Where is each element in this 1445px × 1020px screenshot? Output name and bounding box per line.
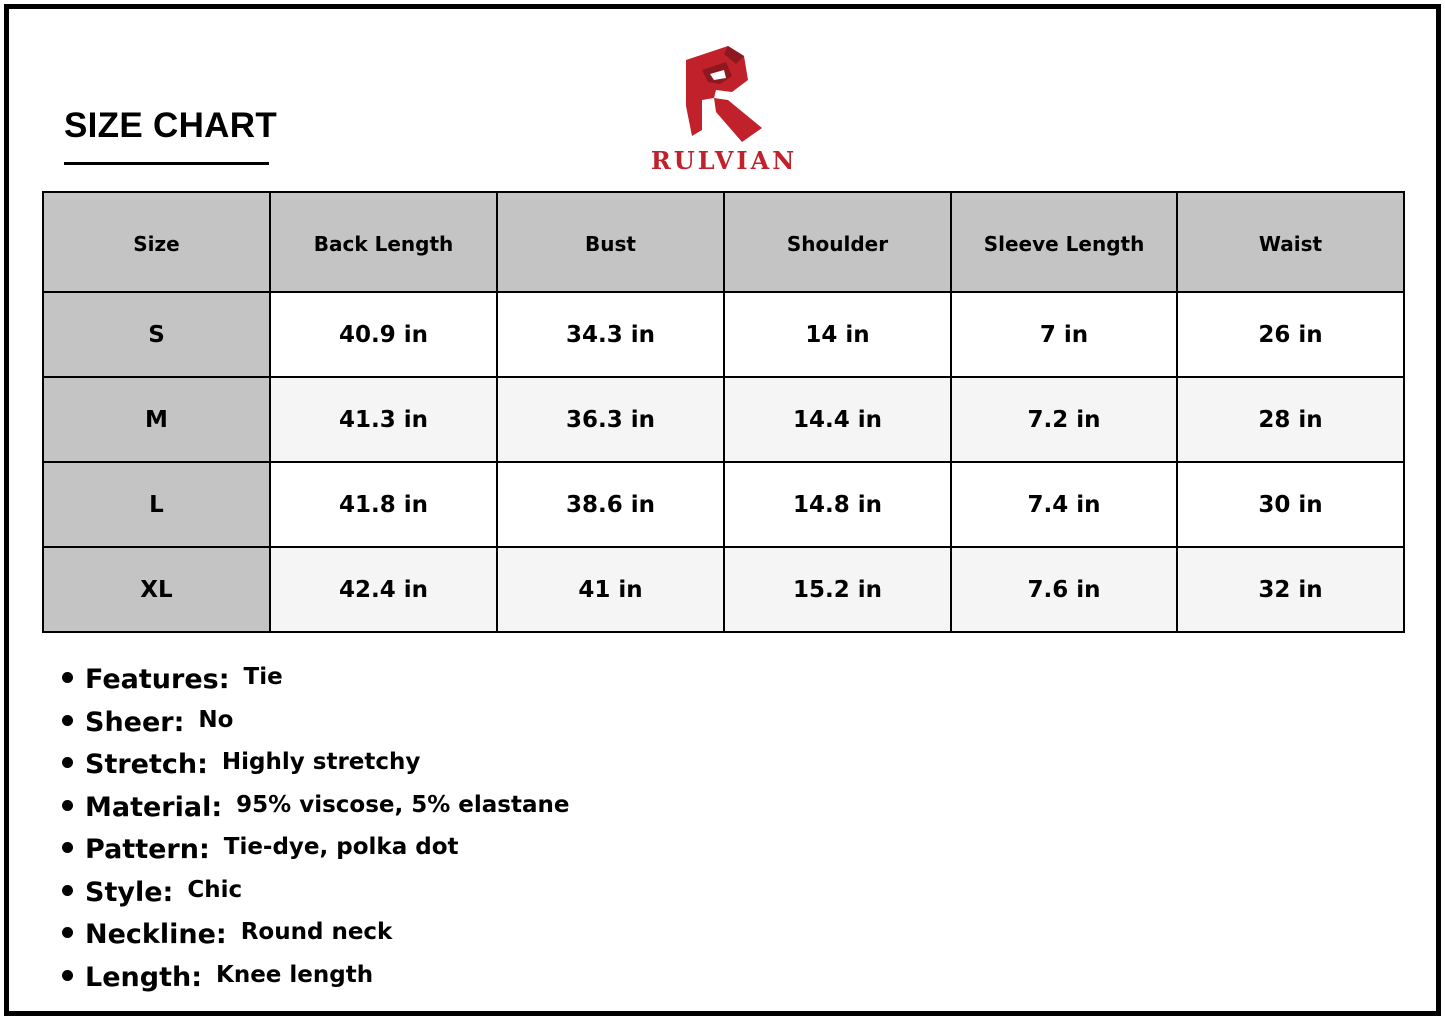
list-item (62, 962, 570, 1005)
feature-value: Knee length (216, 961, 374, 988)
table-cell: 30 in (1177, 462, 1404, 547)
feature-label: Length: (85, 961, 202, 993)
bullet-icon (62, 970, 73, 981)
table-cell: 28 in (1177, 377, 1404, 462)
list-item (62, 834, 570, 877)
table-header-row (43, 192, 1404, 292)
bullet-icon (62, 715, 73, 726)
table-cell: 14 in (724, 292, 951, 377)
feature-label: Material: (85, 791, 223, 823)
list-item (62, 792, 570, 835)
feature-label: Stretch: (85, 749, 208, 780)
column-header: Sleeve Length (951, 192, 1177, 292)
column-header: Waist (1177, 192, 1404, 292)
table-cell: 34.3 in (497, 292, 724, 377)
table-cell: 41.3 in (270, 377, 497, 462)
table-cell: 15.2 in (724, 547, 951, 632)
feature-label: Neckline: (85, 919, 227, 950)
table-cell: 41.8 in (270, 462, 497, 547)
table-cell: 7.2 in (951, 377, 1177, 462)
size-table (42, 191, 1405, 633)
column-header: Size (43, 192, 270, 292)
table-row (43, 377, 1404, 462)
bullet-icon (62, 885, 73, 896)
table-row (43, 547, 1404, 632)
bullet-icon (62, 800, 73, 811)
table-cell: 7.4 in (951, 462, 1177, 547)
red-r-monogram-icon (680, 46, 770, 142)
column-header: Back Length (270, 192, 497, 292)
table-cell: 36.3 in (497, 377, 724, 462)
table-cell: 7.6 in (951, 547, 1177, 632)
bullet-icon (62, 672, 73, 683)
size-cell: XL (43, 547, 270, 632)
column-header: Bust (497, 192, 724, 292)
feature-value: Tie (243, 664, 283, 690)
feature-label: Style: (85, 876, 174, 908)
list-item (62, 919, 570, 962)
list-item (62, 664, 570, 707)
title-underline (64, 162, 269, 165)
table-cell: 14.4 in (724, 377, 951, 462)
feature-list (62, 664, 570, 1004)
feature-value: No (198, 706, 234, 733)
table-row (43, 292, 1404, 377)
table-cell: 40.9 in (270, 292, 497, 377)
table-row (43, 462, 1404, 547)
table-cell: 42.4 in (270, 547, 497, 632)
list-item (62, 707, 570, 750)
brand-logo (638, 46, 810, 178)
size-cell: L (43, 462, 270, 547)
feature-label: Features: (85, 664, 230, 695)
brand-name: RULVIAN (650, 146, 798, 175)
column-header: Shoulder (724, 192, 951, 292)
size-cell: M (43, 377, 270, 462)
feature-value: Highly stretchy (221, 749, 421, 775)
feature-value: 95% viscose, 5% elastane (236, 791, 570, 818)
bullet-icon (62, 757, 73, 768)
list-item (62, 749, 570, 792)
table-cell: 14.8 in (724, 462, 951, 547)
table-cell: 38.6 in (497, 462, 724, 547)
table-cell: 7 in (951, 292, 1177, 377)
table-cell: 26 in (1177, 292, 1404, 377)
feature-value: Tie-dye, polka dot (223, 834, 459, 860)
page-title: SIZE CHART (64, 106, 277, 145)
feature-label: Pattern: (85, 834, 210, 865)
size-cell: S (43, 292, 270, 377)
table-cell: 41 in (497, 547, 724, 632)
list-item (62, 877, 570, 920)
feature-value: Round neck (240, 919, 393, 945)
table-cell: 32 in (1177, 547, 1404, 632)
feature-label: Sheer: (85, 706, 185, 738)
feature-value: Chic (187, 876, 243, 903)
bullet-icon (62, 927, 73, 938)
bullet-icon (62, 842, 73, 853)
